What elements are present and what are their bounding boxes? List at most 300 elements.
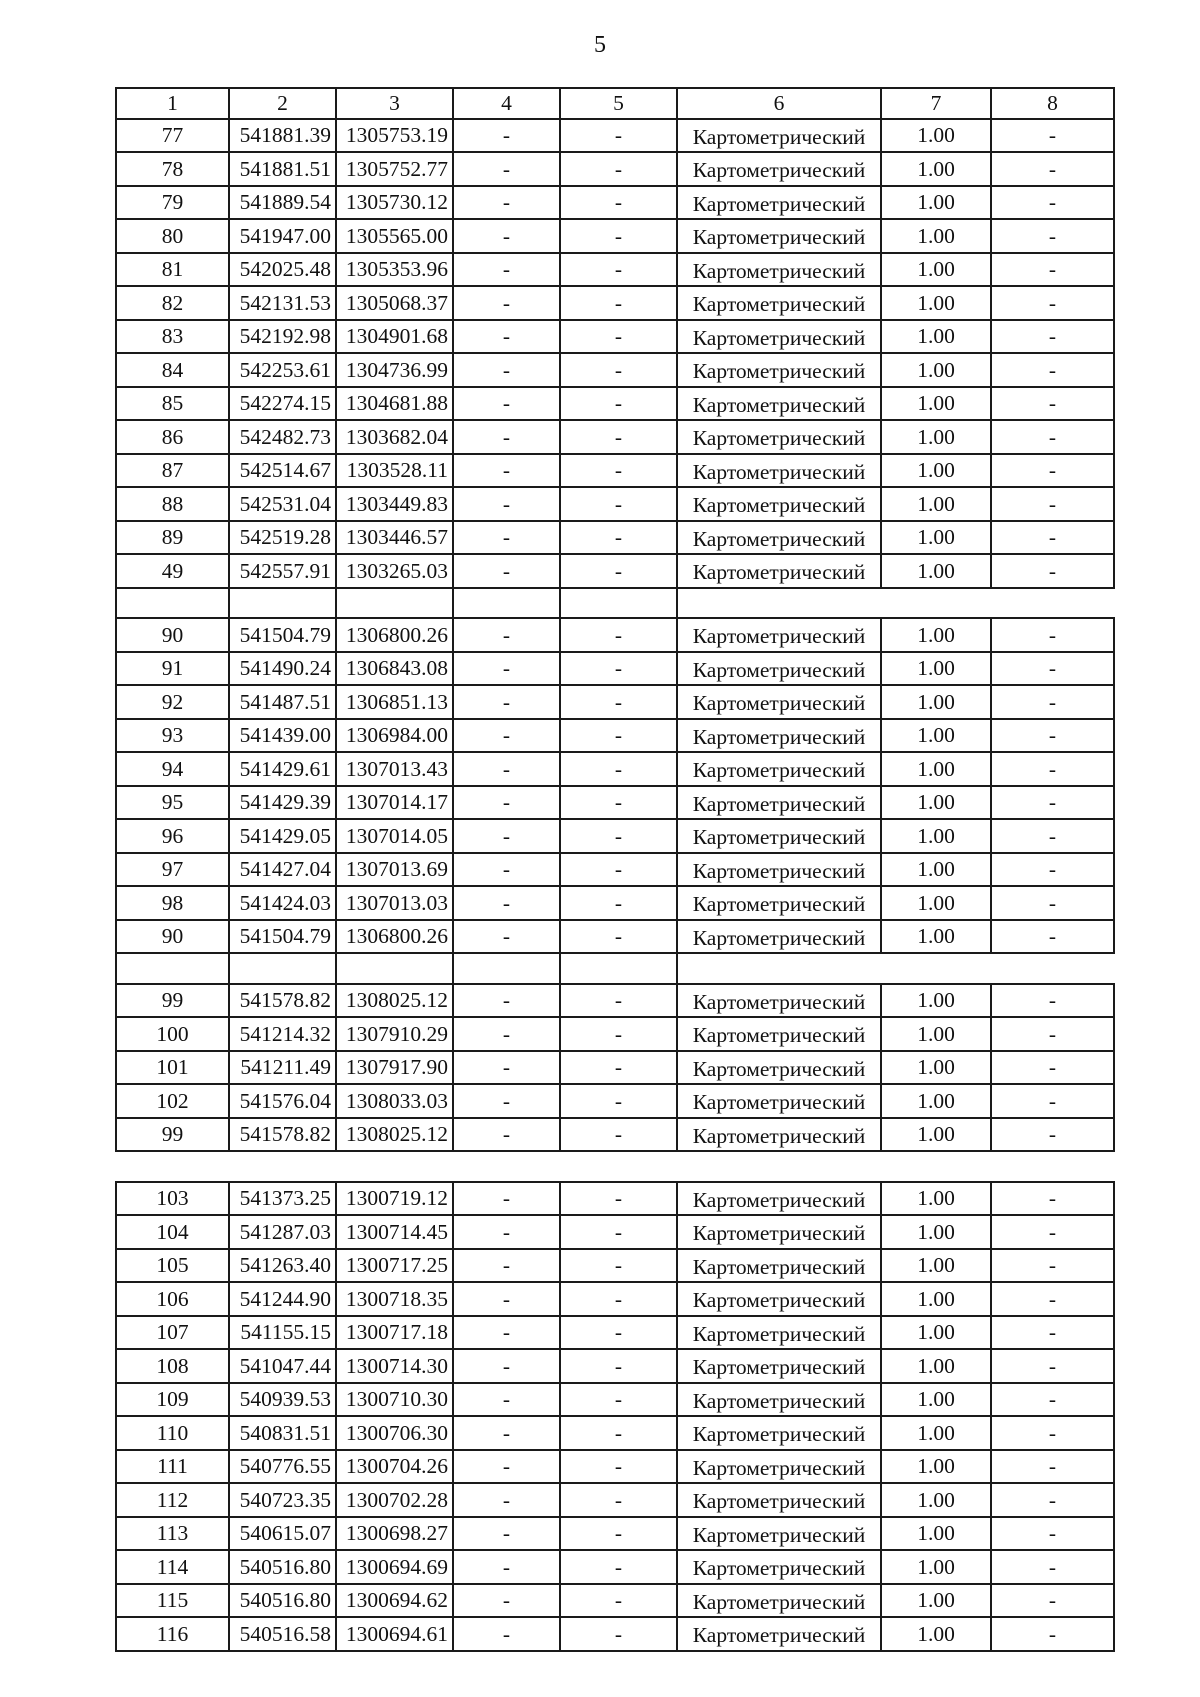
cell-col-8: -	[991, 1416, 1114, 1450]
table-row	[116, 984, 1114, 1018]
cell-coord-x: 541214.32	[229, 1017, 336, 1051]
cell-method: Картометрический	[677, 420, 881, 454]
cell-col-4: -	[453, 1051, 560, 1085]
cell-col-4: -	[453, 719, 560, 753]
cell-accuracy: 1.00	[881, 886, 991, 920]
cell-col-8: -	[991, 420, 1114, 454]
table-row	[116, 1051, 1114, 1085]
cell-coord-x: 541429.39	[229, 786, 336, 820]
cell-accuracy: 1.00	[881, 286, 991, 320]
cell-point-number: 95	[116, 786, 229, 820]
cell-point-number: 103	[116, 1182, 229, 1216]
table-row	[116, 920, 1114, 954]
cell-method: Картометрический	[677, 1182, 881, 1216]
cell-coord-y: 1303682.04	[336, 420, 453, 454]
cell-coord-x: 541439.00	[229, 719, 336, 753]
cell-point-number: 99	[116, 1118, 229, 1152]
cell-coord-y: 1300714.45	[336, 1215, 453, 1249]
cell-col-8: -	[991, 1383, 1114, 1417]
cell-point-number: 110	[116, 1416, 229, 1450]
cell-col-5: -	[560, 1416, 677, 1450]
table-row	[116, 487, 1114, 521]
cell-point-number: 113	[116, 1517, 229, 1551]
cell-coord-x: 540723.35	[229, 1483, 336, 1517]
table-row	[116, 353, 1114, 387]
cell-col-4: -	[453, 1316, 560, 1350]
cell-col-4: -	[453, 1249, 560, 1283]
table-row	[116, 1550, 1114, 1584]
cell-coord-x: 540939.53	[229, 1383, 336, 1417]
cell-method: Картометрический	[677, 219, 881, 253]
cell-coord-y: 1306851.13	[336, 685, 453, 719]
cell-col-4: -	[453, 1118, 560, 1152]
cell-method: Картометрический	[677, 119, 881, 153]
cell-method: Картометрический	[677, 1084, 881, 1118]
cell-col-4: -	[453, 152, 560, 186]
cell-col-8: -	[991, 320, 1114, 354]
cell-coord-x: 541211.49	[229, 1051, 336, 1085]
cell-coord-y: 1305752.77	[336, 152, 453, 186]
cell-accuracy: 1.00	[881, 685, 991, 719]
cell-coord-y: 1308033.03	[336, 1084, 453, 1118]
cell-coord-x: 542025.48	[229, 253, 336, 287]
table-row	[116, 253, 1114, 287]
cell-point-number: 83	[116, 320, 229, 354]
cell-coord-y: 1300719.12	[336, 1182, 453, 1216]
empty-cell	[336, 588, 453, 619]
table-row	[116, 1617, 1114, 1651]
cell-method: Картометрический	[677, 685, 881, 719]
cell-point-number: 101	[116, 1051, 229, 1085]
cell-coord-y: 1306800.26	[336, 618, 453, 652]
table-row	[116, 1383, 1114, 1417]
cell-accuracy: 1.00	[881, 487, 991, 521]
cell-accuracy: 1.00	[881, 1416, 991, 1450]
cell-col-5: -	[560, 286, 677, 320]
table-row	[116, 219, 1114, 253]
cell-col-4: -	[453, 1282, 560, 1316]
cell-coord-y: 1303265.03	[336, 554, 453, 588]
cell-col-5: -	[560, 1249, 677, 1283]
header-row	[116, 88, 1114, 119]
cell-accuracy: 1.00	[881, 186, 991, 220]
cell-method: Картометрический	[677, 1450, 881, 1484]
cell-col-5: -	[560, 886, 677, 920]
cell-col-8: -	[991, 286, 1114, 320]
cell-method: Картометрический	[677, 652, 881, 686]
column-header: 3	[336, 88, 453, 119]
cell-point-number: 108	[116, 1349, 229, 1383]
cell-coord-y: 1300702.28	[336, 1483, 453, 1517]
table-row	[116, 186, 1114, 220]
cell-accuracy: 1.00	[881, 1282, 991, 1316]
cell-col-5: -	[560, 186, 677, 220]
cell-coord-x: 541578.82	[229, 984, 336, 1018]
cell-accuracy: 1.00	[881, 387, 991, 421]
cell-accuracy: 1.00	[881, 618, 991, 652]
table-row	[116, 1249, 1114, 1283]
cell-col-8: -	[991, 1617, 1114, 1651]
cell-col-8: -	[991, 152, 1114, 186]
cell-point-number: 107	[116, 1316, 229, 1350]
gap-row	[116, 1151, 1114, 1182]
empty-cell	[453, 588, 560, 619]
cell-point-number: 84	[116, 353, 229, 387]
cell-col-8: -	[991, 719, 1114, 753]
cell-col-8: -	[991, 685, 1114, 719]
cell-coord-y: 1304736.99	[336, 353, 453, 387]
cell-col-4: -	[453, 819, 560, 853]
cell-method: Картометрический	[677, 1282, 881, 1316]
cell-coord-x: 541881.39	[229, 119, 336, 153]
cell-col-8: -	[991, 387, 1114, 421]
cell-coord-y: 1306984.00	[336, 719, 453, 753]
cell-accuracy: 1.00	[881, 253, 991, 287]
table-row	[116, 1517, 1114, 1551]
cell-coord-y: 1307013.69	[336, 853, 453, 887]
cell-method: Картометрический	[677, 853, 881, 887]
cell-col-5: -	[560, 387, 677, 421]
cell-accuracy: 1.00	[881, 1550, 991, 1584]
cell-col-4: -	[453, 387, 560, 421]
cell-method: Картометрический	[677, 1249, 881, 1283]
cell-coord-x: 541504.79	[229, 618, 336, 652]
empty-cell	[560, 588, 677, 619]
cell-accuracy: 1.00	[881, 984, 991, 1018]
cell-col-8: -	[991, 618, 1114, 652]
cell-accuracy: 1.00	[881, 1249, 991, 1283]
cell-col-5: -	[560, 1550, 677, 1584]
cell-col-4: -	[453, 1182, 560, 1216]
cell-col-8: -	[991, 819, 1114, 853]
cell-accuracy: 1.00	[881, 719, 991, 753]
cell-coord-y: 1305753.19	[336, 119, 453, 153]
cell-col-4: -	[453, 1450, 560, 1484]
cell-method: Картометрический	[677, 1550, 881, 1584]
spacer-row	[116, 588, 1114, 619]
cell-col-8: -	[991, 1584, 1114, 1618]
cell-coord-y: 1300718.35	[336, 1282, 453, 1316]
cell-method: Картометрический	[677, 719, 881, 753]
spacer-row	[116, 953, 1114, 984]
empty-cell	[336, 953, 453, 984]
cell-point-number: 89	[116, 521, 229, 555]
table-row	[116, 387, 1114, 421]
cell-coord-x: 541947.00	[229, 219, 336, 253]
cell-col-8: -	[991, 1215, 1114, 1249]
table-row	[116, 685, 1114, 719]
cell-col-8: -	[991, 886, 1114, 920]
cell-coord-x: 541889.54	[229, 186, 336, 220]
cell-col-5: -	[560, 752, 677, 786]
cell-col-8: -	[991, 752, 1114, 786]
cell-col-4: -	[453, 286, 560, 320]
cell-col-5: -	[560, 1383, 677, 1417]
cell-col-4: -	[453, 1550, 560, 1584]
cell-col-8: -	[991, 1017, 1114, 1051]
empty-cell	[229, 953, 336, 984]
cell-point-number: 100	[116, 1017, 229, 1051]
cell-accuracy: 1.00	[881, 1450, 991, 1484]
cell-method: Картометрический	[677, 786, 881, 820]
cell-col-5: -	[560, 353, 677, 387]
cell-col-5: -	[560, 1182, 677, 1216]
cell-col-8: -	[991, 554, 1114, 588]
cell-col-5: -	[560, 1051, 677, 1085]
cell-col-8: -	[991, 487, 1114, 521]
table-row	[116, 1416, 1114, 1450]
column-header: 4	[453, 88, 560, 119]
cell-col-4: -	[453, 1215, 560, 1249]
column-header: 6	[677, 88, 881, 119]
cell-coord-x: 542514.67	[229, 454, 336, 488]
cell-point-number: 91	[116, 652, 229, 686]
cell-accuracy: 1.00	[881, 454, 991, 488]
cell-col-4: -	[453, 420, 560, 454]
cell-method: Картометрический	[677, 1416, 881, 1450]
table-row	[116, 752, 1114, 786]
cell-col-5: -	[560, 1215, 677, 1249]
cell-point-number: 104	[116, 1215, 229, 1249]
cell-col-5: -	[560, 1450, 677, 1484]
cell-coord-x: 542131.53	[229, 286, 336, 320]
cell-coord-y: 1304901.68	[336, 320, 453, 354]
cell-method: Картометрический	[677, 387, 881, 421]
cell-col-5: -	[560, 652, 677, 686]
cell-col-8: -	[991, 1450, 1114, 1484]
table-row	[116, 320, 1114, 354]
table-row	[116, 1084, 1114, 1118]
cell-accuracy: 1.00	[881, 1084, 991, 1118]
cell-point-number: 98	[116, 886, 229, 920]
cell-method: Картометрический	[677, 1118, 881, 1152]
cell-col-8: -	[991, 1349, 1114, 1383]
table-row	[116, 1182, 1114, 1216]
cell-col-8: -	[991, 1550, 1114, 1584]
cell-point-number: 114	[116, 1550, 229, 1584]
empty-cell	[453, 953, 560, 984]
cell-col-5: -	[560, 618, 677, 652]
cell-method: Картометрический	[677, 320, 881, 354]
cell-method: Картометрический	[677, 521, 881, 555]
table-row	[116, 521, 1114, 555]
cell-coord-x: 542531.04	[229, 487, 336, 521]
cell-coord-x: 541287.03	[229, 1215, 336, 1249]
cell-col-4: -	[453, 685, 560, 719]
cell-accuracy: 1.00	[881, 1383, 991, 1417]
cell-coord-y: 1303446.57	[336, 521, 453, 555]
cell-coord-y: 1305565.00	[336, 219, 453, 253]
table-row	[116, 286, 1114, 320]
cell-coord-y: 1305068.37	[336, 286, 453, 320]
cell-coord-y: 1307013.03	[336, 886, 453, 920]
cell-point-number: 81	[116, 253, 229, 287]
table-row	[116, 1450, 1114, 1484]
cell-accuracy: 1.00	[881, 786, 991, 820]
cell-accuracy: 1.00	[881, 1517, 991, 1551]
cell-col-5: -	[560, 984, 677, 1018]
empty-cell	[116, 588, 229, 619]
cell-col-8: -	[991, 1483, 1114, 1517]
cell-point-number: 90	[116, 920, 229, 954]
cell-point-number: 94	[116, 752, 229, 786]
cell-accuracy: 1.00	[881, 420, 991, 454]
cell-coord-x: 541263.40	[229, 1249, 336, 1283]
cell-accuracy: 1.00	[881, 320, 991, 354]
table-row	[116, 886, 1114, 920]
cell-method: Картометрический	[677, 152, 881, 186]
cell-coord-x: 541427.04	[229, 853, 336, 887]
column-header: 1	[116, 88, 229, 119]
cell-col-8: -	[991, 853, 1114, 887]
cell-coord-x: 542192.98	[229, 320, 336, 354]
cell-col-5: -	[560, 1282, 677, 1316]
cell-col-4: -	[453, 984, 560, 1018]
cell-col-4: -	[453, 320, 560, 354]
cell-accuracy: 1.00	[881, 1584, 991, 1618]
cell-method: Картометрический	[677, 886, 881, 920]
cell-coord-x: 541373.25	[229, 1182, 336, 1216]
cell-method: Картометрический	[677, 1017, 881, 1051]
cell-coord-x: 542519.28	[229, 521, 336, 555]
cell-method: Картометрический	[677, 1483, 881, 1517]
table-row	[116, 853, 1114, 887]
cell-col-5: -	[560, 1084, 677, 1118]
cell-col-4: -	[453, 886, 560, 920]
cell-accuracy: 1.00	[881, 1051, 991, 1085]
cell-accuracy: 1.00	[881, 521, 991, 555]
cell-point-number: 87	[116, 454, 229, 488]
cell-point-number: 78	[116, 152, 229, 186]
cell-col-8: -	[991, 984, 1114, 1018]
cell-col-5: -	[560, 819, 677, 853]
empty-cell	[229, 588, 336, 619]
cell-coord-y: 1307014.05	[336, 819, 453, 853]
cell-coord-x: 541429.61	[229, 752, 336, 786]
cell-point-number: 96	[116, 819, 229, 853]
cell-col-5: -	[560, 1584, 677, 1618]
cell-col-8: -	[991, 1517, 1114, 1551]
cell-accuracy: 1.00	[881, 1118, 991, 1152]
cell-col-4: -	[453, 219, 560, 253]
cell-method: Картометрический	[677, 1517, 881, 1551]
cell-point-number: 99	[116, 984, 229, 1018]
table-row	[116, 1282, 1114, 1316]
cell-accuracy: 1.00	[881, 1316, 991, 1350]
cell-point-number: 82	[116, 286, 229, 320]
cell-point-number: 112	[116, 1483, 229, 1517]
cell-coord-y: 1300694.61	[336, 1617, 453, 1651]
cell-coord-x: 541578.82	[229, 1118, 336, 1152]
table-row	[116, 554, 1114, 588]
cell-col-8: -	[991, 1282, 1114, 1316]
cell-point-number: 93	[116, 719, 229, 753]
cell-coord-y: 1308025.12	[336, 984, 453, 1018]
cell-col-4: -	[453, 1517, 560, 1551]
table-row	[116, 1017, 1114, 1051]
table-row	[116, 1349, 1114, 1383]
cell-coord-x: 541047.44	[229, 1349, 336, 1383]
cell-col-8: -	[991, 1118, 1114, 1152]
cell-method: Картометрический	[677, 487, 881, 521]
table-row	[116, 719, 1114, 753]
cell-coord-x: 541490.24	[229, 652, 336, 686]
cell-coord-y: 1306800.26	[336, 920, 453, 954]
cell-accuracy: 1.00	[881, 353, 991, 387]
table-row	[116, 1118, 1114, 1152]
cell-col-5: -	[560, 1017, 677, 1051]
cell-accuracy: 1.00	[881, 1182, 991, 1216]
cell-accuracy: 1.00	[881, 819, 991, 853]
coordinates-table	[115, 87, 1115, 1652]
cell-col-4: -	[453, 1483, 560, 1517]
cell-coord-y: 1300694.62	[336, 1584, 453, 1618]
cell-point-number: 88	[116, 487, 229, 521]
cell-coord-x: 541504.79	[229, 920, 336, 954]
cell-point-number: 90	[116, 618, 229, 652]
cell-coord-y: 1304681.88	[336, 387, 453, 421]
cell-col-5: -	[560, 1617, 677, 1651]
cell-coord-y: 1303449.83	[336, 487, 453, 521]
cell-col-5: -	[560, 253, 677, 287]
cell-point-number: 106	[116, 1282, 229, 1316]
cell-col-5: -	[560, 1349, 677, 1383]
cell-point-number: 105	[116, 1249, 229, 1283]
cell-col-8: -	[991, 119, 1114, 153]
cell-col-4: -	[453, 253, 560, 287]
empty-cell	[116, 953, 229, 984]
cell-coord-x: 542253.61	[229, 353, 336, 387]
cell-coord-y: 1305353.96	[336, 253, 453, 287]
cell-col-8: -	[991, 1051, 1114, 1085]
table-body	[116, 88, 1114, 1651]
cell-col-4: -	[453, 186, 560, 220]
cell-col-4: -	[453, 1617, 560, 1651]
cell-coord-y: 1300698.27	[336, 1517, 453, 1551]
cell-coord-x: 540776.55	[229, 1450, 336, 1484]
cell-method: Картометрический	[677, 1383, 881, 1417]
cell-col-5: -	[560, 219, 677, 253]
empty-cell	[677, 588, 1114, 619]
cell-col-5: -	[560, 1316, 677, 1350]
cell-coord-y: 1303528.11	[336, 454, 453, 488]
cell-coord-x: 541424.03	[229, 886, 336, 920]
cell-col-4: -	[453, 1584, 560, 1618]
cell-coord-x: 541155.15	[229, 1316, 336, 1350]
cell-point-number: 92	[116, 685, 229, 719]
cell-col-5: -	[560, 1118, 677, 1152]
cell-coord-x: 541244.90	[229, 1282, 336, 1316]
table-row	[116, 1483, 1114, 1517]
cell-col-4: -	[453, 853, 560, 887]
cell-coord-y: 1305730.12	[336, 186, 453, 220]
cell-col-5: -	[560, 853, 677, 887]
cell-col-5: -	[560, 920, 677, 954]
cell-coord-y: 1307013.43	[336, 752, 453, 786]
cell-accuracy: 1.00	[881, 1483, 991, 1517]
cell-coord-y: 1300694.69	[336, 1550, 453, 1584]
cell-accuracy: 1.00	[881, 752, 991, 786]
cell-point-number: 77	[116, 119, 229, 153]
cell-col-5: -	[560, 420, 677, 454]
cell-coord-x: 542274.15	[229, 387, 336, 421]
cell-method: Картометрический	[677, 1349, 881, 1383]
cell-coord-y: 1300714.30	[336, 1349, 453, 1383]
cell-coord-x: 541487.51	[229, 685, 336, 719]
cell-col-8: -	[991, 353, 1114, 387]
empty-cell	[677, 953, 1114, 984]
cell-col-5: -	[560, 320, 677, 354]
